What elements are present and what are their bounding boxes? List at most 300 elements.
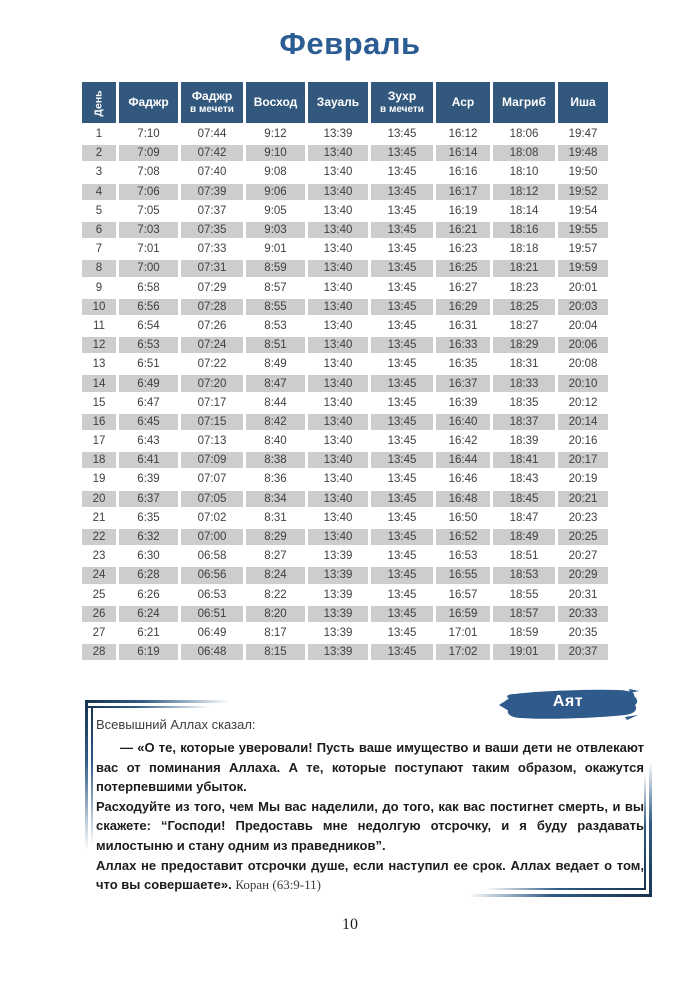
- day-cell: 25: [82, 587, 116, 603]
- time-cell: 07:02: [181, 510, 243, 526]
- time-cell: 18:16: [493, 222, 555, 238]
- time-cell: 16:12: [436, 126, 490, 142]
- time-cell: 13:40: [308, 356, 368, 372]
- time-cell: 8:29: [246, 529, 305, 545]
- time-cell: 16:23: [436, 241, 490, 257]
- time-cell: 18:59: [493, 625, 555, 641]
- day-cell: 27: [82, 625, 116, 641]
- time-cell: 6:28: [119, 567, 178, 583]
- time-cell: 19:57: [558, 241, 608, 257]
- table-row: [82, 471, 608, 487]
- time-cell: 20:03: [558, 299, 608, 315]
- table-row: [82, 260, 608, 276]
- ayat-badge-label: Аят: [552, 693, 584, 710]
- time-cell: 20:23: [558, 510, 608, 526]
- time-cell: 06:49: [181, 625, 243, 641]
- day-cell: 28: [82, 644, 116, 660]
- time-cell: 06:58: [181, 548, 243, 564]
- day-cell: 20: [82, 491, 116, 507]
- time-cell: 6:37: [119, 491, 178, 507]
- table-row: [82, 395, 608, 411]
- day-cell: 17: [82, 433, 116, 449]
- time-cell: 13:45: [371, 606, 433, 622]
- time-cell: 18:35: [493, 395, 555, 411]
- day-cell: 4: [82, 184, 116, 200]
- prayer-table-header: [82, 82, 608, 123]
- time-cell: 18:25: [493, 299, 555, 315]
- time-cell: 8:51: [246, 337, 305, 353]
- time-cell: 13:40: [308, 203, 368, 219]
- time-cell: 16:27: [436, 280, 490, 296]
- time-cell: 16:59: [436, 606, 490, 622]
- time-cell: 6:32: [119, 529, 178, 545]
- day-cell: 22: [82, 529, 116, 545]
- time-cell: 19:55: [558, 222, 608, 238]
- quote-frame-top-outer-line: [85, 700, 230, 703]
- time-cell: 13:40: [308, 241, 368, 257]
- time-cell: 18:18: [493, 241, 555, 257]
- time-cell: 18:53: [493, 567, 555, 583]
- day-cell: 16: [82, 414, 116, 430]
- time-cell: 16:40: [436, 414, 490, 430]
- quote-frame-left-inner-line: [91, 706, 93, 846]
- time-cell: 07:35: [181, 222, 243, 238]
- time-cell: 18:33: [493, 375, 555, 391]
- time-cell: 13:45: [371, 471, 433, 487]
- time-cell: 13:40: [308, 471, 368, 487]
- time-cell: 20:21: [558, 491, 608, 507]
- time-cell: 16:53: [436, 548, 490, 564]
- time-cell: 8:42: [246, 414, 305, 430]
- time-cell: 17:01: [436, 625, 490, 641]
- day-cell: 1: [82, 126, 116, 142]
- time-cell: 13:40: [308, 184, 368, 200]
- time-cell: 8:31: [246, 510, 305, 526]
- time-cell: 16:50: [436, 510, 490, 526]
- time-cell: 20:31: [558, 587, 608, 603]
- time-cell: 16:17: [436, 184, 490, 200]
- time-cell: 13:45: [371, 318, 433, 334]
- time-cell: 13:40: [308, 510, 368, 526]
- time-cell: 18:27: [493, 318, 555, 334]
- time-cell: 8:57: [246, 280, 305, 296]
- time-cell: 07:31: [181, 260, 243, 276]
- time-cell: 13:45: [371, 337, 433, 353]
- time-cell: 6:53: [119, 337, 178, 353]
- time-cell: 07:17: [181, 395, 243, 411]
- time-cell: 20:16: [558, 433, 608, 449]
- time-cell: 13:40: [308, 337, 368, 353]
- time-cell: 16:14: [436, 145, 490, 161]
- table-row: [82, 644, 608, 660]
- day-cell: 24: [82, 567, 116, 583]
- column-header-1: Фаджр: [119, 82, 178, 123]
- time-cell: 6:43: [119, 433, 178, 449]
- time-cell: 18:43: [493, 471, 555, 487]
- day-cell: 21: [82, 510, 116, 526]
- time-cell: 16:35: [436, 356, 490, 372]
- time-cell: 20:10: [558, 375, 608, 391]
- column-header-2: Фаджр в мечети: [181, 82, 243, 123]
- time-cell: 16:29: [436, 299, 490, 315]
- time-cell: 13:45: [371, 529, 433, 545]
- table-row: [82, 375, 608, 391]
- time-cell: 9:12: [246, 126, 305, 142]
- table-row: [82, 587, 608, 603]
- time-cell: 9:06: [246, 184, 305, 200]
- ayat-paragraph: Расходуйте из того, чем Мы вас наделили, до того, как вас постигнет смерть, и вы скажете: “Господи! Предоставь мне недолгую отсрочку, и я буду раздавать милостыню и стану одним из праведников”.: [96, 798, 644, 853]
- time-cell: 7:03: [119, 222, 178, 238]
- time-cell: 18:47: [493, 510, 555, 526]
- page-number: 10: [342, 916, 358, 933]
- time-cell: 18:23: [493, 280, 555, 296]
- time-cell: 8:38: [246, 452, 305, 468]
- time-cell: 13:45: [371, 587, 433, 603]
- column-header-3: Восход: [246, 82, 305, 123]
- time-cell: 13:40: [308, 452, 368, 468]
- day-cell: 15: [82, 395, 116, 411]
- day-cell: 12: [82, 337, 116, 353]
- time-cell: 18:31: [493, 356, 555, 372]
- time-cell: 13:45: [371, 491, 433, 507]
- time-cell: 9:08: [246, 164, 305, 180]
- time-cell: 13:40: [308, 414, 368, 430]
- time-cell: 20:04: [558, 318, 608, 334]
- column-header-0: День: [82, 82, 116, 123]
- column-header-5: Зухр в мечети: [371, 82, 433, 123]
- day-cell: 10: [82, 299, 116, 315]
- time-cell: 07:37: [181, 203, 243, 219]
- time-cell: 6:58: [119, 280, 178, 296]
- time-cell: 13:39: [308, 567, 368, 583]
- time-cell: 6:56: [119, 299, 178, 315]
- time-cell: 13:45: [371, 184, 433, 200]
- time-cell: 18:45: [493, 491, 555, 507]
- time-cell: 16:57: [436, 587, 490, 603]
- time-cell: 06:53: [181, 587, 243, 603]
- time-cell: 8:53: [246, 318, 305, 334]
- time-cell: 13:45: [371, 356, 433, 372]
- time-cell: 13:40: [308, 280, 368, 296]
- time-cell: 9:05: [246, 203, 305, 219]
- time-cell: 19:48: [558, 145, 608, 161]
- time-cell: 16:46: [436, 471, 490, 487]
- time-cell: 18:06: [493, 126, 555, 142]
- time-cell: 18:55: [493, 587, 555, 603]
- time-cell: 07:09: [181, 452, 243, 468]
- time-cell: 16:31: [436, 318, 490, 334]
- day-cell: 9: [82, 280, 116, 296]
- prayer-times-table: [79, 79, 611, 663]
- time-cell: 13:45: [371, 548, 433, 564]
- time-cell: 18:21: [493, 260, 555, 276]
- time-cell: 19:59: [558, 260, 608, 276]
- time-cell: 19:54: [558, 203, 608, 219]
- time-cell: 13:40: [308, 491, 368, 507]
- time-cell: 6:35: [119, 510, 178, 526]
- time-cell: 13:45: [371, 126, 433, 142]
- time-cell: 13:40: [308, 395, 368, 411]
- table-row: [82, 567, 608, 583]
- day-cell: 13: [82, 356, 116, 372]
- time-cell: 13:39: [308, 587, 368, 603]
- table-row: [82, 625, 608, 641]
- time-cell: 07:28: [181, 299, 243, 315]
- time-cell: 13:39: [308, 126, 368, 142]
- time-cell: 7:10: [119, 126, 178, 142]
- time-cell: 20:08: [558, 356, 608, 372]
- time-cell: 7:01: [119, 241, 178, 257]
- time-cell: 16:37: [436, 375, 490, 391]
- time-cell: 7:06: [119, 184, 178, 200]
- time-cell: 13:45: [371, 452, 433, 468]
- time-cell: 7:09: [119, 145, 178, 161]
- time-cell: 19:47: [558, 126, 608, 142]
- time-cell: 6:39: [119, 471, 178, 487]
- table-row: [82, 241, 608, 257]
- time-cell: 20:06: [558, 337, 608, 353]
- time-cell: 19:01: [493, 644, 555, 660]
- time-cell: 13:40: [308, 375, 368, 391]
- time-cell: 8:49: [246, 356, 305, 372]
- time-cell: 20:33: [558, 606, 608, 622]
- time-cell: 17:02: [436, 644, 490, 660]
- time-cell: 13:45: [371, 222, 433, 238]
- time-cell: 18:57: [493, 606, 555, 622]
- time-cell: 6:30: [119, 548, 178, 564]
- time-cell: 06:56: [181, 567, 243, 583]
- page-title: Февраль: [279, 26, 421, 61]
- time-cell: 13:40: [308, 222, 368, 238]
- table-row: [82, 126, 608, 142]
- time-cell: 20:35: [558, 625, 608, 641]
- quote-frame-top-inner-line: [85, 706, 210, 708]
- time-cell: 6:54: [119, 318, 178, 334]
- time-cell: 20:12: [558, 395, 608, 411]
- day-cell: 19: [82, 471, 116, 487]
- time-cell: 13:40: [308, 260, 368, 276]
- time-cell: 13:45: [371, 625, 433, 641]
- time-cell: 16:16: [436, 164, 490, 180]
- time-cell: 16:48: [436, 491, 490, 507]
- time-cell: 13:40: [308, 433, 368, 449]
- quote-frame-left-outer-line: [85, 700, 88, 850]
- time-cell: 9:03: [246, 222, 305, 238]
- time-cell: 18:37: [493, 414, 555, 430]
- time-cell: 07:05: [181, 491, 243, 507]
- time-cell: 16:52: [436, 529, 490, 545]
- time-cell: 8:47: [246, 375, 305, 391]
- time-cell: 13:45: [371, 280, 433, 296]
- time-cell: 20:29: [558, 567, 608, 583]
- time-cell: 13:45: [371, 241, 433, 257]
- time-cell: 07:26: [181, 318, 243, 334]
- time-cell: 19:52: [558, 184, 608, 200]
- time-cell: 8:22: [246, 587, 305, 603]
- table-row: [82, 280, 608, 296]
- time-cell: 8:24: [246, 567, 305, 583]
- time-cell: 6:21: [119, 625, 178, 641]
- time-cell: 06:48: [181, 644, 243, 660]
- day-cell: 6: [82, 222, 116, 238]
- time-cell: 20:14: [558, 414, 608, 430]
- table-row: [82, 529, 608, 545]
- column-header-7: Магриб: [493, 82, 555, 123]
- time-cell: 16:44: [436, 452, 490, 468]
- time-cell: 13:45: [371, 260, 433, 276]
- table-row: [82, 337, 608, 353]
- prayer-table-body: [82, 126, 608, 660]
- table-row: [82, 414, 608, 430]
- time-cell: 13:45: [371, 433, 433, 449]
- time-cell: 07:00: [181, 529, 243, 545]
- time-cell: 8:15: [246, 644, 305, 660]
- time-cell: 6:41: [119, 452, 178, 468]
- time-cell: 18:49: [493, 529, 555, 545]
- time-cell: 07:24: [181, 337, 243, 353]
- day-cell: 14: [82, 375, 116, 391]
- time-cell: 16:39: [436, 395, 490, 411]
- time-cell: 13:40: [308, 318, 368, 334]
- ayat-intro: Всевышний Аллах сказал:: [96, 717, 256, 732]
- table-row: [82, 184, 608, 200]
- quran-reference: Коран (63:9-11): [235, 877, 321, 893]
- time-cell: 13:40: [308, 299, 368, 315]
- time-cell: 8:17: [246, 625, 305, 641]
- time-cell: 13:40: [308, 529, 368, 545]
- table-row: [82, 356, 608, 372]
- time-cell: 16:21: [436, 222, 490, 238]
- table-row: [82, 299, 608, 315]
- time-cell: 18:41: [493, 452, 555, 468]
- time-cell: 18:14: [493, 203, 555, 219]
- time-cell: 6:49: [119, 375, 178, 391]
- time-cell: 16:55: [436, 567, 490, 583]
- time-cell: 6:45: [119, 414, 178, 430]
- ayat-paragraphs: [96, 738, 644, 895]
- time-cell: 6:26: [119, 587, 178, 603]
- quote-frame-right-outer-line: [649, 762, 652, 897]
- time-cell: 07:07: [181, 471, 243, 487]
- table-row: [82, 318, 608, 334]
- time-cell: 18:08: [493, 145, 555, 161]
- time-cell: 18:10: [493, 164, 555, 180]
- time-cell: 6:51: [119, 356, 178, 372]
- column-header-8: Иша: [558, 82, 608, 123]
- time-cell: 6:24: [119, 606, 178, 622]
- time-cell: 8:20: [246, 606, 305, 622]
- time-cell: 07:13: [181, 433, 243, 449]
- column-header-6: Аср: [436, 82, 490, 123]
- time-cell: 13:39: [308, 548, 368, 564]
- time-cell: 13:45: [371, 414, 433, 430]
- time-cell: 7:08: [119, 164, 178, 180]
- day-cell: 7: [82, 241, 116, 257]
- time-cell: 13:39: [308, 606, 368, 622]
- time-cell: 18:12: [493, 184, 555, 200]
- time-cell: 16:25: [436, 260, 490, 276]
- time-cell: 6:47: [119, 395, 178, 411]
- time-cell: 07:33: [181, 241, 243, 257]
- time-cell: 20:01: [558, 280, 608, 296]
- table-row: [82, 606, 608, 622]
- time-cell: 20:17: [558, 452, 608, 468]
- time-cell: 13:45: [371, 644, 433, 660]
- time-cell: 13:45: [371, 164, 433, 180]
- time-cell: 8:34: [246, 491, 305, 507]
- time-cell: 7:00: [119, 260, 178, 276]
- column-header-4: Зауаль: [308, 82, 368, 123]
- day-cell: 8: [82, 260, 116, 276]
- day-cell: 3: [82, 164, 116, 180]
- table-row: [82, 548, 608, 564]
- time-cell: 07:15: [181, 414, 243, 430]
- table-row: [82, 164, 608, 180]
- day-cell: 23: [82, 548, 116, 564]
- time-cell: 13:45: [371, 395, 433, 411]
- time-cell: 9:01: [246, 241, 305, 257]
- time-cell: 7:05: [119, 203, 178, 219]
- time-cell: 07:20: [181, 375, 243, 391]
- time-cell: 20:25: [558, 529, 608, 545]
- time-cell: 8:27: [246, 548, 305, 564]
- time-cell: 20:27: [558, 548, 608, 564]
- time-cell: 16:42: [436, 433, 490, 449]
- table-row: [82, 203, 608, 219]
- time-cell: 20:19: [558, 471, 608, 487]
- table-row: [82, 222, 608, 238]
- time-cell: 6:19: [119, 644, 178, 660]
- time-cell: 13:45: [371, 145, 433, 161]
- table-row: [82, 145, 608, 161]
- ayat-paragraph: Аллах не предоставит отсрочки душе, если наступил ее срок. Аллах ведает о том, что вы совершаете». Коран (63:9-11): [96, 857, 644, 893]
- time-cell: 16:33: [436, 337, 490, 353]
- time-cell: 8:40: [246, 433, 305, 449]
- time-cell: 06:51: [181, 606, 243, 622]
- quote-frame-right-inner-line: [644, 774, 646, 889]
- time-cell: 13:45: [371, 510, 433, 526]
- time-cell: 07:39: [181, 184, 243, 200]
- time-cell: 9:10: [246, 145, 305, 161]
- time-cell: 13:45: [371, 375, 433, 391]
- time-cell: 16:19: [436, 203, 490, 219]
- time-cell: 8:36: [246, 471, 305, 487]
- time-cell: 18:29: [493, 337, 555, 353]
- time-cell: 07:29: [181, 280, 243, 296]
- day-cell: 18: [82, 452, 116, 468]
- time-cell: 13:39: [308, 644, 368, 660]
- ayat-section: [96, 716, 644, 895]
- day-cell: 5: [82, 203, 116, 219]
- time-cell: 13:45: [371, 299, 433, 315]
- time-cell: 13:40: [308, 145, 368, 161]
- time-cell: 8:59: [246, 260, 305, 276]
- time-cell: 07:42: [181, 145, 243, 161]
- time-cell: 20:37: [558, 644, 608, 660]
- table-row: [82, 433, 608, 449]
- day-cell: 11: [82, 318, 116, 334]
- time-cell: 18:51: [493, 548, 555, 564]
- time-cell: 13:39: [308, 625, 368, 641]
- table-row: [82, 491, 608, 507]
- time-cell: 07:40: [181, 164, 243, 180]
- day-cell: 26: [82, 606, 116, 622]
- time-cell: 18:39: [493, 433, 555, 449]
- time-cell: 8:44: [246, 395, 305, 411]
- ayat-paragraph: — «О те, которые уверовали! Пусть ваше имущество и ваши дети не отвлекают вас от поминания Аллаха. А те, которые поступают таким образом, окажутся потерпевшими убыток.: [96, 740, 644, 795]
- time-cell: 8:55: [246, 299, 305, 315]
- time-cell: 13:40: [308, 164, 368, 180]
